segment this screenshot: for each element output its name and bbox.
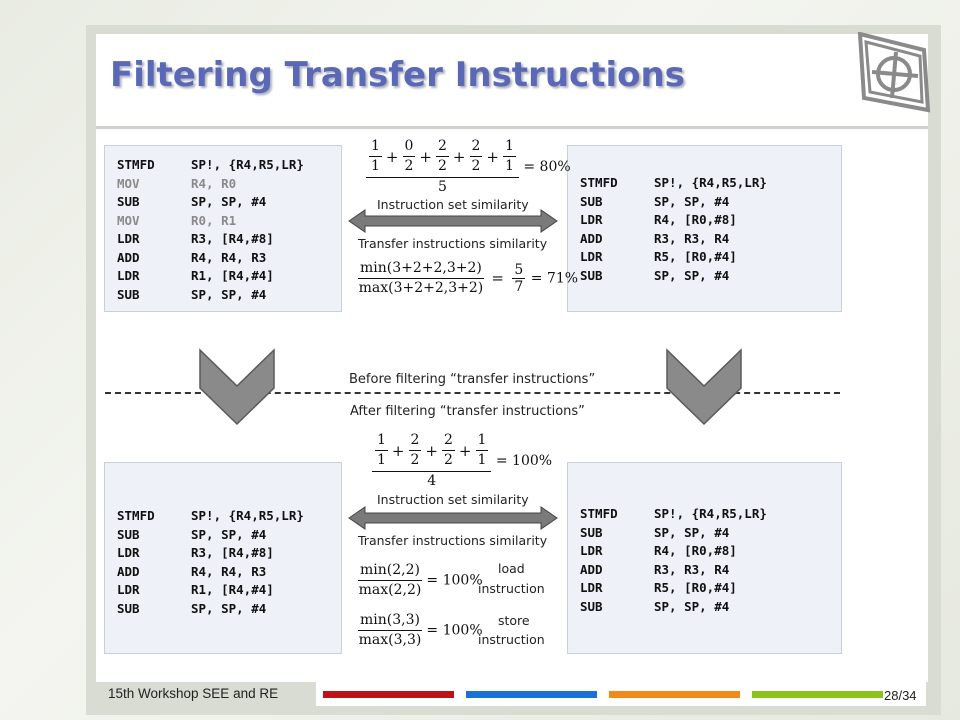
code-line <box>117 175 331 194</box>
code-line <box>580 579 831 598</box>
code-line <box>117 563 331 582</box>
page-number: 28/34 <box>884 688 917 703</box>
code-opcode: ADD <box>580 230 603 246</box>
code-operands: R1, [R4,#4] <box>191 268 274 283</box>
similarity-fraction: $\frac{1}{1}$ <box>477 432 487 468</box>
code-operands: SP, SP, #4 <box>191 194 267 209</box>
code-opcode: SUB <box>117 194 140 209</box>
code-operands: SP, SP, #4 <box>191 286 267 302</box>
code-line <box>117 193 331 212</box>
code-operands: SP!, {R4,R5,LR} <box>654 506 767 521</box>
code-opcode: SUB <box>580 193 603 209</box>
code-opcode: ADD <box>117 249 140 265</box>
code-operands: SP, SP, #4 <box>191 600 267 616</box>
store-label: store <box>498 613 530 628</box>
before-filtering-label: Before filtering “transfer instructions” <box>345 372 599 387</box>
code-opcode: ADD <box>580 561 603 577</box>
code-line <box>117 286 331 305</box>
after-transfer-similarity-label: Transfer instructions similarity <box>358 533 548 548</box>
code-operands: SP, SP, #4 <box>654 598 730 614</box>
before-double-arrow-icon <box>347 208 559 234</box>
code-operands: R4, R4, R3 <box>191 563 267 579</box>
code-opcode: LDR <box>117 582 140 597</box>
footer-bar-blue <box>466 691 597 698</box>
code-operands: SP, SP, #4 <box>654 193 730 209</box>
code-opcode: LDR <box>117 231 140 246</box>
code-line <box>117 581 331 600</box>
right-down-chevron-icon <box>665 348 743 426</box>
code-opcode: LDR <box>117 268 140 283</box>
before-instruction-set-formula: 1 1 + $\frac{0}{2}$ + $\frac{2}{2}$ + $\frac{2}{2}$ + $\frac{1}{1}$ 5 = 80% <box>366 138 571 196</box>
similarity-fraction: 1 1 <box>377 432 386 468</box>
code-opcode: ADD <box>117 563 140 579</box>
code-opcode: MOV <box>117 175 140 191</box>
code-opcode: LDR <box>580 212 603 227</box>
code-line <box>580 174 831 193</box>
code-opcode: STMFD <box>580 506 618 521</box>
store-formula: min(3,3) max(3,3) = 100% <box>358 612 483 648</box>
footer-bar-red <box>323 691 454 698</box>
code-line <box>117 267 331 286</box>
code-operands: SP!, {R4,R5,LR} <box>191 508 304 523</box>
after-instruction-set-formula: 1 1 + $\frac{2}{2}$ + $\frac{2}{2}$ + $\frac{1}{1}$ 4 = 100% <box>372 432 552 490</box>
load-label: load <box>498 561 525 576</box>
code-opcode: SUB <box>580 267 603 283</box>
code-operands: R3, R3, R4 <box>654 230 730 246</box>
after-left-code-box <box>104 462 342 654</box>
code-line <box>580 542 831 561</box>
code-line <box>580 524 831 543</box>
code-line <box>580 598 831 617</box>
code-operands: SP, SP, #4 <box>654 267 730 283</box>
code-opcode: SUB <box>117 526 140 542</box>
code-line <box>117 507 331 526</box>
similarity-fraction: $\frac{2}{2}$ <box>410 432 420 468</box>
code-opcode: LDR <box>580 580 603 595</box>
code-operands: R3, [R4,#8] <box>191 231 274 246</box>
institution-logo-icon <box>852 32 932 114</box>
code-opcode: LDR <box>117 545 140 560</box>
load-instruction-label: instruction <box>478 581 545 596</box>
code-opcode: STMFD <box>117 157 155 172</box>
after-filtering-label: After filtering “transfer instructions” <box>350 404 585 419</box>
footer-bar-green <box>752 691 883 698</box>
before-instruction-set-label: Instruction set similarity <box>377 197 529 212</box>
code-line <box>580 561 831 580</box>
similarity-fraction: $\frac{2}{2}$ <box>471 138 481 174</box>
similarity-fraction: $\frac{2}{2}$ <box>444 432 453 468</box>
before-left-code-box <box>104 145 342 312</box>
before-right-code-box <box>567 145 842 312</box>
code-operands: SP, SP, #4 <box>654 524 730 540</box>
after-double-arrow-icon <box>347 505 559 531</box>
footer-bar-orange <box>609 691 740 698</box>
code-operands: R0, R1 <box>191 212 237 228</box>
code-opcode: SUB <box>580 598 603 614</box>
code-operands: R5, [R0,#4] <box>654 249 737 264</box>
code-operands: R1, [R4,#4] <box>191 582 274 597</box>
slide-title: Filtering Transfer Instructions <box>110 55 685 95</box>
code-opcode: SUB <box>580 524 603 540</box>
code-line <box>580 267 831 286</box>
code-opcode: STMFD <box>580 175 618 190</box>
store-instruction-label: instruction <box>478 632 545 647</box>
code-operands: R4, R0 <box>191 175 237 191</box>
code-line <box>117 156 331 175</box>
code-line <box>580 505 831 524</box>
left-down-chevron-icon <box>198 348 276 426</box>
code-line <box>580 193 831 212</box>
code-line <box>117 526 331 545</box>
code-line <box>117 249 331 268</box>
code-operands: R4, R4, R3 <box>191 249 267 265</box>
code-line <box>117 230 331 249</box>
code-operands: R4, [R0,#8] <box>654 212 737 227</box>
code-operands: SP, SP, #4 <box>191 526 267 542</box>
code-line <box>580 248 831 267</box>
similarity-fraction: 1 1 <box>371 138 380 174</box>
code-operands: R4, [R0,#8] <box>654 543 737 558</box>
before-transfer-similarity-label: Transfer instructions similarity <box>358 236 548 251</box>
code-line <box>117 544 331 563</box>
footer-workshop-label: 15th Workshop SEE and RE <box>108 686 279 701</box>
code-opcode: SUB <box>117 600 140 616</box>
code-operands: R3, R3, R4 <box>654 561 730 577</box>
after-right-code-box <box>567 462 842 654</box>
after-instruction-set-label: Instruction set similarity <box>377 492 529 507</box>
code-opcode: LDR <box>580 249 603 264</box>
code-operands: R3, [R4,#8] <box>191 545 274 560</box>
similarity-fraction: $\frac{1}{1}$ <box>505 138 514 174</box>
before-transfer-formula: min(3+2+2,3+2) max(3+2+2,3+2) = $\frac{5}{7}$ = 71% <box>358 260 579 296</box>
code-line <box>117 600 331 619</box>
code-line <box>580 211 831 230</box>
code-line <box>580 230 831 249</box>
load-formula: min(2,2) max(2,2) = 100% <box>358 562 483 598</box>
code-operands: SP!, {R4,R5,LR} <box>191 157 304 172</box>
similarity-fraction: $\frac{2}{2}$ <box>438 138 447 174</box>
code-opcode: LDR <box>580 543 603 558</box>
code-opcode: SUB <box>117 286 140 302</box>
code-operands: SP!, {R4,R5,LR} <box>654 175 767 190</box>
code-line <box>117 212 331 231</box>
similarity-fraction: $\frac{0}{2}$ <box>404 138 414 174</box>
code-operands: R5, [R0,#4] <box>654 580 737 595</box>
code-opcode: MOV <box>117 212 140 228</box>
code-opcode: STMFD <box>117 508 155 523</box>
